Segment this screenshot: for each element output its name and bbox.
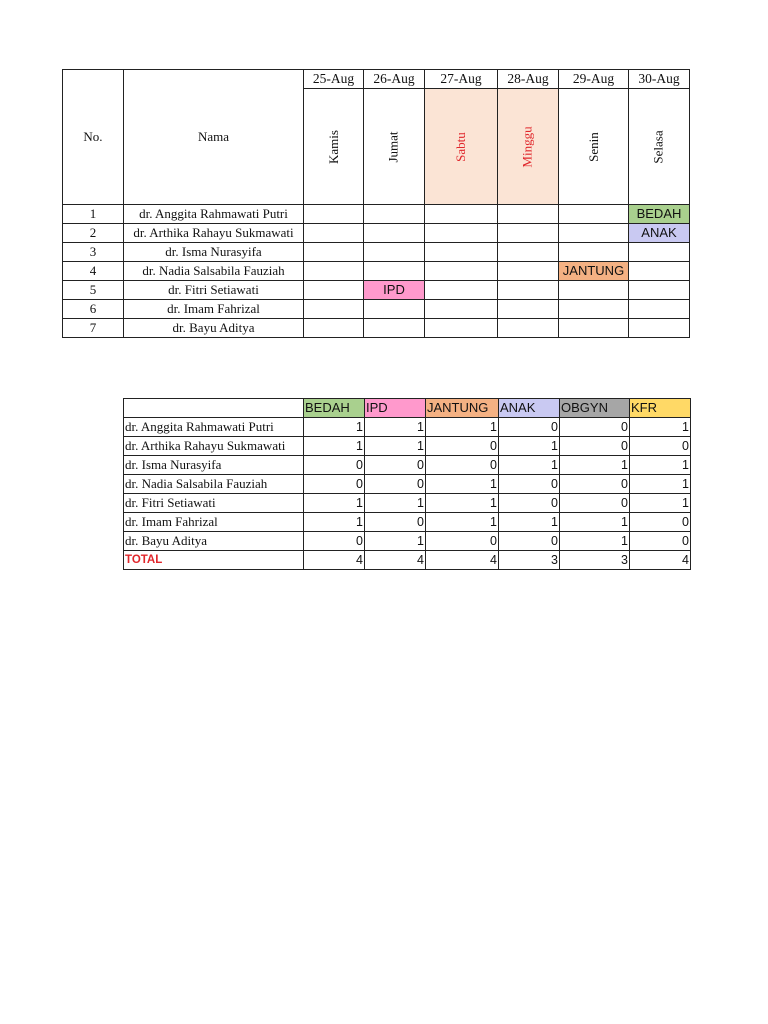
total-label: TOTAL (124, 551, 304, 570)
summary-value: 0 (630, 532, 691, 551)
empty-cell (629, 262, 690, 281)
day-label: Jumat (386, 130, 401, 163)
schedule-row (63, 243, 690, 262)
day-cell-weekend (498, 89, 559, 205)
empty-cell (425, 300, 498, 319)
empty-cell (629, 243, 690, 262)
doctor-name: dr. Bayu Aditya (124, 319, 304, 338)
day-cell (559, 89, 629, 205)
row-number: 3 (63, 243, 124, 262)
empty-cell (498, 262, 559, 281)
summary-total-row (124, 551, 691, 570)
summary-row (124, 418, 691, 437)
doctor-name: dr. Isma Nurasyifa (124, 243, 304, 262)
day-label: Selasa (651, 129, 666, 164)
empty-cell (498, 319, 559, 338)
summary-column-header: KFR (630, 399, 691, 418)
summary-value: 1 (499, 513, 560, 532)
summary-value: 1 (560, 532, 630, 551)
empty-cell (559, 281, 629, 300)
summary-value: 0 (304, 456, 365, 475)
summary-value: 1 (499, 437, 560, 456)
empty-cell (559, 224, 629, 243)
summary-value: 1 (630, 456, 691, 475)
summary-doctor-name: dr. Bayu Aditya (124, 532, 304, 551)
doctor-name: dr. Fitri Setiawati (124, 281, 304, 300)
empty-cell (629, 300, 690, 319)
summary-value: 1 (560, 513, 630, 532)
total-value: 4 (426, 551, 499, 570)
empty-cell (498, 224, 559, 243)
summary-value: 0 (560, 418, 630, 437)
total-value: 3 (499, 551, 560, 570)
summary-header-row (124, 399, 691, 418)
summary-value: 0 (365, 456, 426, 475)
empty-cell (629, 281, 690, 300)
summary-column-header: OBGYN (560, 399, 630, 418)
assignment-cell: BEDAH (629, 205, 690, 224)
empty-cell (559, 205, 629, 224)
summary-value: 1 (499, 456, 560, 475)
summary-value: 1 (426, 418, 499, 437)
summary-doctor-name: dr. Anggita Rahmawati Putri (124, 418, 304, 437)
summary-value: 0 (499, 475, 560, 494)
day-label: Kamis (325, 129, 341, 164)
empty-cell (498, 300, 559, 319)
day-cell (304, 89, 364, 205)
summary-header-blank (124, 399, 304, 418)
summary-value: 0 (365, 513, 426, 532)
day-label: Sabtu (453, 131, 468, 162)
summary-row (124, 494, 691, 513)
empty-cell (559, 300, 629, 319)
summary-table (123, 398, 691, 570)
row-number: 6 (63, 300, 124, 319)
summary-value: 0 (426, 532, 499, 551)
summary-column-header: JANTUNG (426, 399, 499, 418)
empty-cell (498, 243, 559, 262)
summary-value: 1 (304, 494, 365, 513)
day-cell (364, 89, 425, 205)
day-cell-weekend (425, 89, 498, 205)
empty-cell (425, 319, 498, 338)
summary-value: 0 (426, 456, 499, 475)
summary-doctor-name: dr. Imam Fahrizal (124, 513, 304, 532)
header-nama: Nama (124, 70, 304, 205)
schedule-row (63, 205, 690, 224)
row-number: 2 (63, 224, 124, 243)
summary-row (124, 475, 691, 494)
summary-value: 1 (365, 418, 426, 437)
summary-value: 0 (499, 418, 560, 437)
schedule-row (63, 224, 690, 243)
assignment-cell: IPD (364, 281, 425, 300)
empty-cell (629, 319, 690, 338)
summary-value: 1 (560, 456, 630, 475)
day-label: Senin (585, 131, 601, 162)
empty-cell (498, 281, 559, 300)
empty-cell (364, 205, 425, 224)
empty-cell (559, 319, 629, 338)
header-no: No. (63, 70, 124, 205)
empty-cell (304, 300, 364, 319)
assignment-cell: ANAK (629, 224, 690, 243)
summary-value: 0 (560, 494, 630, 513)
summary-row (124, 456, 691, 475)
doctor-name: dr. Nadia Salsabila Fauziah (124, 262, 304, 281)
date-cell: 25-Aug (304, 70, 364, 89)
summary-doctor-name: dr. Isma Nurasyifa (124, 456, 304, 475)
assignment-cell: JANTUNG (559, 262, 629, 281)
row-number: 5 (63, 281, 124, 300)
summary-doctor-name: dr. Nadia Salsabila Fauziah (124, 475, 304, 494)
row-number: 7 (63, 319, 124, 338)
summary-value: 1 (426, 475, 499, 494)
total-value: 4 (304, 551, 365, 570)
summary-value: 0 (630, 513, 691, 532)
summary-column-header: ANAK (499, 399, 560, 418)
empty-cell (425, 205, 498, 224)
date-cell: 27-Aug (425, 70, 498, 89)
empty-cell (364, 243, 425, 262)
doctor-name: dr. Arthika Rahayu Sukmawati (124, 224, 304, 243)
summary-doctor-name: dr. Arthika Rahayu Sukmawati (124, 437, 304, 456)
summary-value: 1 (630, 494, 691, 513)
empty-cell (425, 224, 498, 243)
summary-value: 0 (365, 475, 426, 494)
empty-cell (498, 205, 559, 224)
summary-value: 0 (426, 437, 499, 456)
empty-cell (559, 243, 629, 262)
summary-value: 0 (304, 475, 365, 494)
schedule-row (63, 281, 690, 300)
summary-row (124, 532, 691, 551)
day-cell (629, 89, 690, 205)
date-cell: 29-Aug (559, 70, 629, 89)
summary-value: 1 (426, 513, 499, 532)
summary-value: 0 (560, 437, 630, 456)
summary-value: 1 (365, 437, 426, 456)
date-cell: 26-Aug (364, 70, 425, 89)
schedule-row (63, 319, 690, 338)
empty-cell (425, 243, 498, 262)
summary-doctor-name: dr. Fitri Setiawati (124, 494, 304, 513)
summary-value: 1 (365, 494, 426, 513)
summary-value: 1 (304, 513, 365, 532)
row-number: 4 (63, 262, 124, 281)
empty-cell (425, 262, 498, 281)
summary-value: 0 (560, 475, 630, 494)
schedule-date-row (63, 70, 690, 89)
summary-value: 1 (426, 494, 499, 513)
summary-value: 1 (304, 437, 365, 456)
summary-value: 0 (304, 532, 365, 551)
summary-value: 1 (304, 418, 365, 437)
empty-cell (425, 281, 498, 300)
doctor-name: dr. Anggita Rahmawati Putri (124, 205, 304, 224)
summary-value: 1 (630, 418, 691, 437)
date-cell: 30-Aug (629, 70, 690, 89)
empty-cell (304, 281, 364, 300)
empty-cell (364, 300, 425, 319)
summary-row (124, 437, 691, 456)
empty-cell (304, 205, 364, 224)
schedule-row (63, 262, 690, 281)
empty-cell (364, 262, 425, 281)
schedule-row (63, 300, 690, 319)
schedule-table (62, 69, 690, 338)
total-value: 4 (365, 551, 426, 570)
empty-cell (304, 262, 364, 281)
doctor-name: dr. Imam Fahrizal (124, 300, 304, 319)
summary-column-header: BEDAH (304, 399, 365, 418)
empty-cell (304, 224, 364, 243)
summary-row (124, 513, 691, 532)
total-value: 4 (630, 551, 691, 570)
summary-value: 0 (499, 532, 560, 551)
day-label: Minggu (519, 125, 535, 168)
empty-cell (304, 243, 364, 262)
total-value: 3 (560, 551, 630, 570)
summary-value: 0 (499, 494, 560, 513)
summary-value: 1 (365, 532, 426, 551)
date-cell: 28-Aug (498, 70, 559, 89)
summary-column-header: IPD (365, 399, 426, 418)
empty-cell (364, 224, 425, 243)
empty-cell (304, 319, 364, 338)
summary-value: 0 (630, 437, 691, 456)
summary-value: 1 (630, 475, 691, 494)
empty-cell (364, 319, 425, 338)
row-number: 1 (63, 205, 124, 224)
